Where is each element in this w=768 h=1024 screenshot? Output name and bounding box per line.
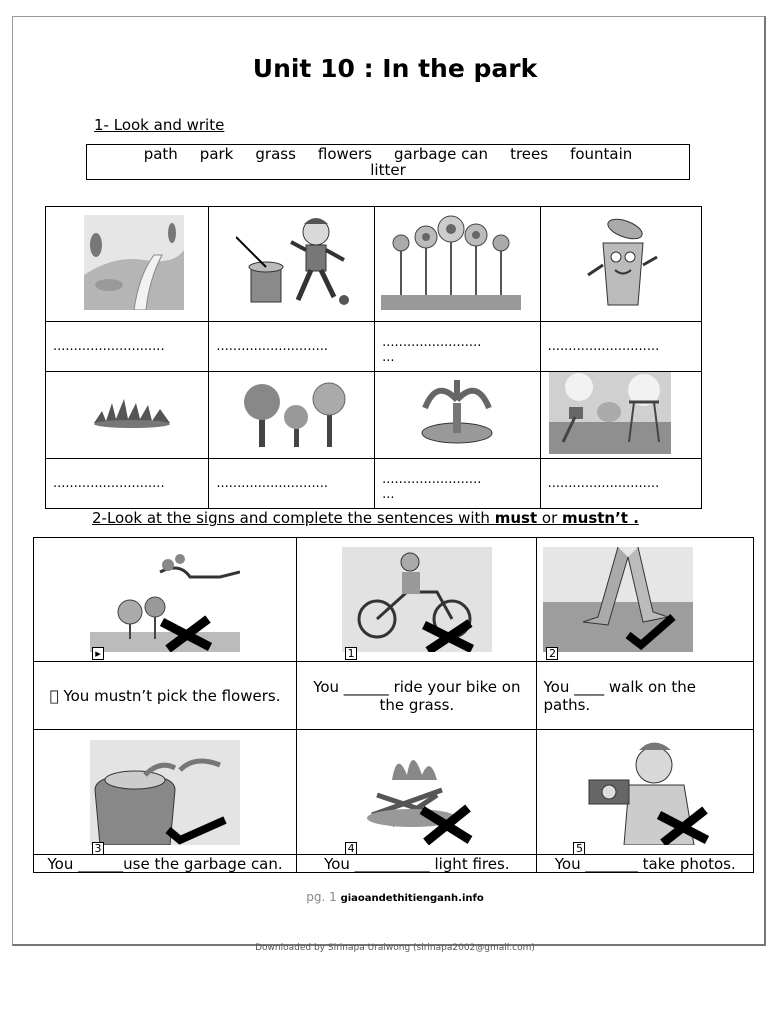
sentence-2: You ____ walk on the paths. xyxy=(537,662,754,730)
word-fountain: fountain xyxy=(570,145,633,163)
sign-walking-path xyxy=(537,538,754,662)
sign-number-0: ▸ xyxy=(92,647,104,660)
site-name: giaoandethitienganh.info xyxy=(340,893,484,904)
picture-trees xyxy=(209,372,375,459)
sign-garbage-can xyxy=(34,730,297,855)
sentence-4: You __________ light fires. xyxy=(297,855,537,873)
answer-blank-4[interactable]: ........................... xyxy=(540,322,701,372)
page-footer xyxy=(0,890,768,904)
answer-blank-2[interactable]: ........................... xyxy=(209,322,375,372)
word-litter: litter xyxy=(370,161,406,179)
answer-blank-1[interactable]: ........................... xyxy=(46,322,209,372)
answer-blank-8[interactable]: ........................... xyxy=(540,459,701,509)
answer-blank-5[interactable]: ........................... xyxy=(46,459,209,509)
sign-fire xyxy=(297,730,537,855)
word-trees: trees xyxy=(510,145,549,163)
word-park: park xyxy=(199,145,234,163)
sentence-5: You _______ take photos. xyxy=(537,855,754,873)
sentence-0:   You mustn’t pick the flowers. xyxy=(34,662,297,730)
sign-camera xyxy=(537,730,754,855)
picture-park xyxy=(540,372,701,459)
word-box xyxy=(86,144,690,180)
section1-heading: 1- Look and write xyxy=(94,116,225,134)
sign-riding-bike xyxy=(297,538,537,662)
sign-number-5: 5 xyxy=(573,842,585,855)
signs-table xyxy=(33,537,754,873)
word-grass: grass xyxy=(255,145,296,163)
answer-blank-7[interactable]: ........................ ... xyxy=(375,459,540,509)
picture-garbage-can xyxy=(540,207,701,322)
word-mustnt: mustn’t . xyxy=(562,509,639,527)
word-garbage-can: garbage can xyxy=(394,145,489,163)
sentence-1: You ______ ride your bike on the grass. xyxy=(297,662,537,730)
answer-blank-3[interactable]: ........................ ... xyxy=(375,322,540,372)
sign-number-1: 1 xyxy=(345,647,357,660)
picture-path xyxy=(46,207,209,322)
sign-number-4: 4 xyxy=(345,842,357,855)
sign-number-2: 2 xyxy=(546,647,558,660)
answer-blank-6[interactable]: ........................... xyxy=(209,459,375,509)
download-notice: Downloaded by Sirinapa Uraiwong (sirinapa2002@gmail.com) xyxy=(255,943,535,953)
picture-grass xyxy=(46,372,209,459)
word-flowers: flowers xyxy=(317,145,372,163)
word-must: must xyxy=(494,509,538,527)
picture-fountain xyxy=(375,372,540,459)
picture-litter xyxy=(209,207,375,322)
word-path: path xyxy=(143,145,178,163)
sentence-3: You ______use the garbage can. xyxy=(34,855,297,873)
sign-picking-flowers xyxy=(34,538,297,662)
picture-flowers xyxy=(375,207,540,322)
sign-number-3: 3 xyxy=(92,842,104,855)
page-number: pg. 1 xyxy=(306,890,337,904)
look-and-write-table xyxy=(45,206,702,509)
section2-heading: 2-Look at the signs and complete the sentences with must or mustn’t . xyxy=(92,509,639,527)
page-title: Unit 10 : In the park xyxy=(252,54,538,83)
